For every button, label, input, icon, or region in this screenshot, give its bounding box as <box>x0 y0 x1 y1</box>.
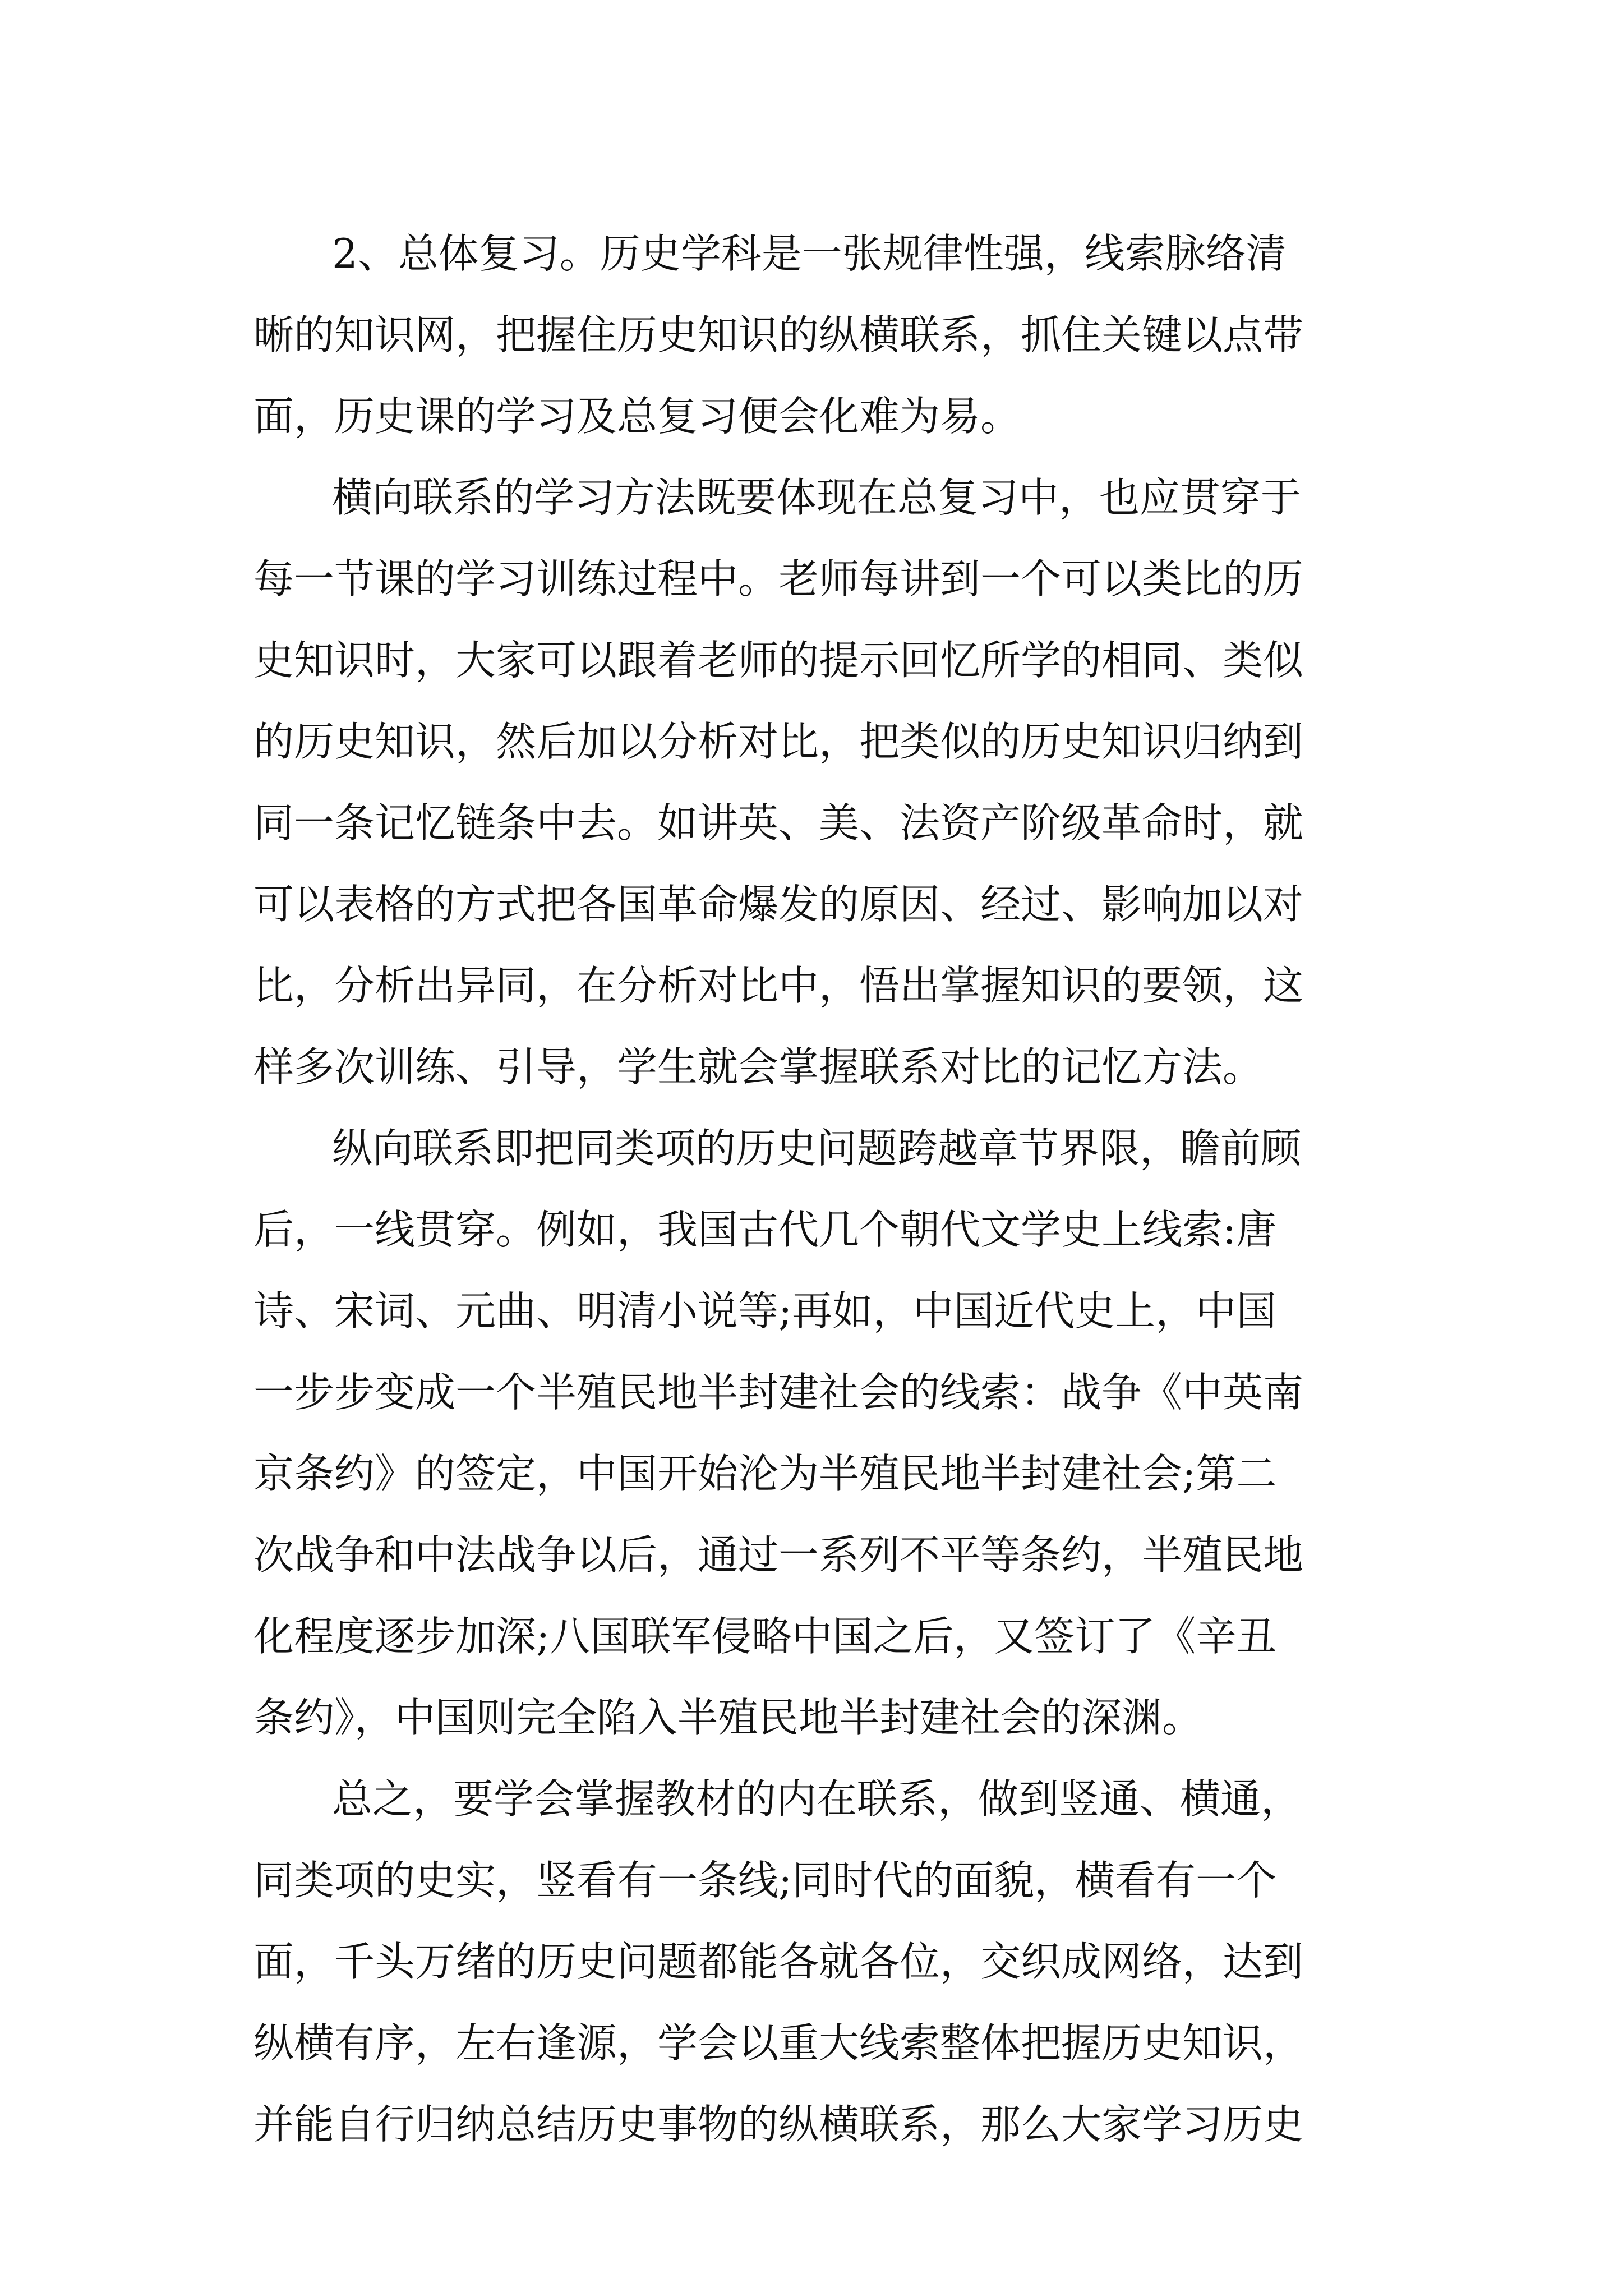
text-line: 可以表格的方式把各国革命爆发的原因、经过、影响加以对 <box>253 881 1304 928</box>
paragraph-horizontal-links <box>253 457 1375 1108</box>
text-line: 样多次训练、引导，学生就会掌握联系对比的记忆方法。 <box>253 1043 1264 1091</box>
text-line: 纵横有序，左右逢源，学会以重大线索整体把握历史知识， <box>253 2019 1304 2067</box>
document-body <box>253 213 1375 2165</box>
text-line: 横向联系的学习方法既要体现在总复习中，也应贯穿于 <box>332 474 1302 521</box>
text-line: 每一节课的学习训练过程中。老师每讲到一个可以类比的历 <box>253 555 1304 602</box>
text-line: 次战争和中法战争以后，通过一系列不平等条约，半殖民地 <box>253 1531 1304 1579</box>
text-line: 面，历史课的学习及总复习便会化难为易。 <box>253 393 1021 440</box>
paragraph-vertical-links <box>253 1108 1375 1759</box>
text-line: 条约》，中国则完全陷入半殖民地半封建社会的深渊。 <box>253 1694 1203 1741</box>
text-line: 一步步变成一个半殖民地半封建社会的线索：战争《中英南 <box>253 1369 1304 1416</box>
text-line: 并能自行归纳总结历史事物的纵横联系，那么大家学习历史 <box>253 2101 1304 2148</box>
text-line: 纵向联系即把同类项的历史问题跨越章节界限，瞻前顾 <box>332 1125 1302 1172</box>
text-line: 史知识时，大家可以跟着老师的提示回忆所学的相同、类似 <box>253 637 1304 684</box>
text-line: 化程度逐步加深;八国联军侵略中国之后，又签订了《辛丑 <box>253 1613 1277 1660</box>
text-line: 面，千头万绪的历史问题都能各就各位，交织成网络，达到 <box>253 1938 1304 1985</box>
text-line: 后，一线贯穿。例如，我国古代几个朝代文学史上线索:唐 <box>253 1206 1277 1253</box>
paragraph-general-review <box>253 213 1375 457</box>
text-line: 的历史知识，然后加以分析对比，把类似的历史知识归纳到 <box>253 718 1304 765</box>
text-line: 京条约》的签定，中国开始沦为半殖民地半封建社会;第二 <box>253 1450 1277 1497</box>
text-line: 晰的知识网，把握住历史知识的纵横联系，抓住关键以点带 <box>253 311 1304 358</box>
text-line: 同一条记忆链条中去。如讲英、美、法资产阶级革命时，就 <box>253 799 1304 846</box>
text-line: 比，分析出异同，在分析对比中，悟出掌握知识的要领，这 <box>253 962 1304 1009</box>
text-line: 2、总体复习。历史学科是一张规律性强，线索脉络清 <box>332 230 1287 277</box>
text-line: 诗、宋词、元曲、明清小说等;再如，中国近代史上，中国 <box>253 1287 1277 1335</box>
text-line: 总之，要学会掌握教材的内在联系，做到竖通、横通， <box>332 1775 1302 1823</box>
paragraph-summary <box>253 1759 1375 2165</box>
text-line: 同类项的史实，竖看有一条线;同时代的面貌，横看有一个 <box>253 1857 1277 1904</box>
